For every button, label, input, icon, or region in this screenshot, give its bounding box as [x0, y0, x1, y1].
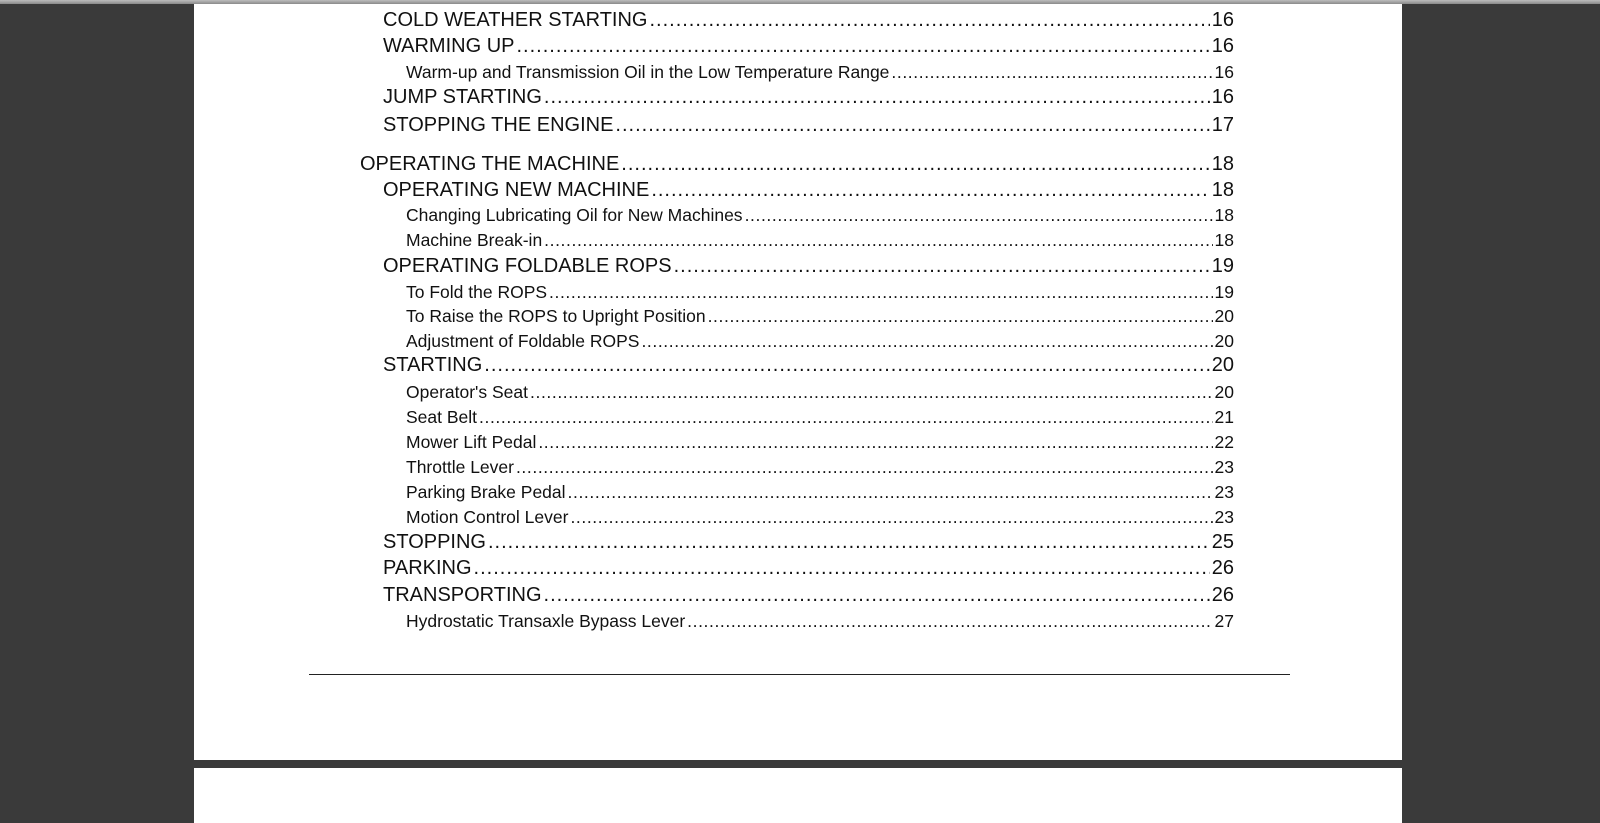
- toc-entry-title: TRANSPORTING: [383, 584, 542, 606]
- section-divider-line: [309, 674, 1290, 675]
- toc-entry-page: 16: [1211, 86, 1234, 108]
- toc-leader-dots: [530, 382, 1213, 403]
- toc-entry-page: 18: [1211, 153, 1234, 175]
- toc-entry-page: 20: [1214, 331, 1234, 351]
- toc-entry-title: OPERATING THE MACHINE: [360, 153, 620, 175]
- toc-entry-title: WARMING UP: [383, 35, 515, 57]
- toc-entry[interactable]: [383, 354, 1234, 377]
- toc-entry-page: 27: [1214, 611, 1234, 631]
- toc-entry-title: STOPPING: [383, 531, 486, 553]
- toc-entry-page: 23: [1214, 457, 1234, 477]
- toc-entry-page: 16: [1211, 35, 1234, 57]
- toc-entry-page: 20: [1211, 354, 1234, 376]
- toc-entry-title: PARKING: [383, 557, 472, 579]
- toc-entry[interactable]: [383, 531, 1234, 554]
- toc-entry[interactable]: [383, 35, 1234, 58]
- toc-entry[interactable]: [406, 205, 1234, 226]
- toc-entry-title: OPERATING FOLDABLE ROPS: [383, 255, 672, 277]
- toc-entry-title: Parking Brake Pedal: [406, 482, 566, 502]
- toc-entry-title: Machine Break-in: [406, 230, 543, 250]
- toc-leader-dots: [474, 557, 1210, 580]
- toc-leader-dots: [745, 205, 1213, 226]
- toc-entry-title: JUMP STARTING: [383, 86, 542, 108]
- toc-entry-page: 23: [1214, 507, 1234, 527]
- toc-leader-dots: [708, 306, 1213, 327]
- toc-entry[interactable]: [406, 282, 1234, 303]
- toc-entry-page: 18: [1214, 205, 1234, 225]
- toc-leader-dots: [621, 153, 1209, 176]
- document-page[interactable]: [194, 4, 1402, 760]
- toc-leader-dots: [479, 407, 1213, 428]
- toc-entry-title: To Fold the ROPS: [406, 282, 548, 302]
- toc-entry-page: 22: [1214, 432, 1234, 452]
- toc-entry[interactable]: [406, 482, 1234, 503]
- toc-entry[interactable]: [406, 432, 1234, 453]
- toc-leader-dots: [641, 331, 1212, 352]
- toc-leader-dots: [674, 255, 1210, 278]
- toc-entry[interactable]: [406, 507, 1234, 528]
- toc-leader-dots: [651, 179, 1209, 202]
- toc-entry[interactable]: [360, 153, 1234, 176]
- toc-entry-page: 25: [1211, 531, 1234, 553]
- toc-entry[interactable]: [383, 114, 1234, 137]
- toc-entry-page: 26: [1211, 584, 1234, 606]
- toc-leader-dots: [570, 507, 1212, 528]
- toc-entry-page: 19: [1211, 255, 1234, 277]
- toc-entry[interactable]: [406, 382, 1234, 403]
- table-of-contents: [194, 4, 1402, 760]
- toc-entry[interactable]: [383, 9, 1234, 32]
- toc-entry[interactable]: [383, 557, 1234, 580]
- toc-entry[interactable]: [383, 584, 1234, 607]
- toc-entry[interactable]: [406, 62, 1234, 83]
- toc-entry-title: Seat Belt: [406, 407, 478, 427]
- toc-entry-page: 16: [1211, 9, 1234, 31]
- toc-leader-dots: [891, 62, 1212, 83]
- toc-entry-title: Warm-up and Transmission Oil in the Low Temperature Range: [406, 62, 890, 82]
- toc-entry-title: STARTING: [383, 354, 483, 376]
- toc-leader-dots: [544, 584, 1210, 607]
- toc-leader-dots: [516, 457, 1213, 478]
- toc-entry-page: 16: [1214, 62, 1234, 82]
- toc-entry[interactable]: [383, 255, 1234, 278]
- toc-entry[interactable]: [406, 407, 1234, 428]
- toc-entry-page: 19: [1214, 282, 1234, 302]
- toc-entry-page: 20: [1214, 382, 1234, 402]
- toc-leader-dots: [516, 35, 1209, 58]
- toc-leader-dots: [484, 354, 1209, 377]
- toc-entry[interactable]: [406, 230, 1234, 251]
- toc-entry-title: Motion Control Lever: [406, 507, 569, 527]
- next-document-page[interactable]: [194, 768, 1402, 823]
- toc-entry[interactable]: [383, 179, 1234, 202]
- toc-entry-page: 21: [1214, 407, 1234, 427]
- toc-entry-title: To Raise the ROPS to Upright Position: [406, 306, 706, 326]
- toc-leader-dots: [568, 482, 1213, 503]
- toc-entry-page: 18: [1214, 230, 1234, 250]
- toc-entry-page: 23: [1214, 482, 1234, 502]
- toc-leader-dots: [544, 230, 1212, 251]
- toc-entry[interactable]: [406, 457, 1234, 478]
- toc-entry-title: Hydrostatic Transaxle Bypass Lever: [406, 611, 686, 631]
- toc-entry-page: 26: [1211, 557, 1234, 579]
- toc-entry-page: 20: [1214, 306, 1234, 326]
- toc-entry-title: Mower Lift Pedal: [406, 432, 537, 452]
- toc-leader-dots: [544, 86, 1210, 109]
- toc-leader-dots: [538, 432, 1212, 453]
- toc-entry-title: Operator's Seat: [406, 382, 529, 402]
- toc-leader-dots: [488, 531, 1210, 554]
- toc-entry[interactable]: [406, 611, 1234, 632]
- toc-entry-page: 18: [1211, 179, 1234, 201]
- toc-leader-dots: [687, 611, 1212, 632]
- toc-entry[interactable]: [406, 331, 1234, 352]
- toc-entry-title: Changing Lubricating Oil for New Machines: [406, 205, 743, 225]
- toc-leader-dots: [649, 9, 1209, 32]
- toc-entry[interactable]: [406, 306, 1234, 327]
- toc-entry-title: OPERATING NEW MACHINE: [383, 179, 650, 201]
- toc-entry-title: Throttle Lever: [406, 457, 514, 477]
- toc-leader-dots: [615, 114, 1209, 137]
- toc-entry-page: 17: [1211, 114, 1234, 136]
- toc-entry-title: Adjustment of Foldable ROPS: [406, 331, 640, 351]
- toc-entry-title: STOPPING THE ENGINE: [383, 114, 614, 136]
- toc-entry-title: COLD WEATHER STARTING: [383, 9, 648, 31]
- toc-entry[interactable]: [383, 86, 1234, 109]
- toc-leader-dots: [549, 282, 1212, 303]
